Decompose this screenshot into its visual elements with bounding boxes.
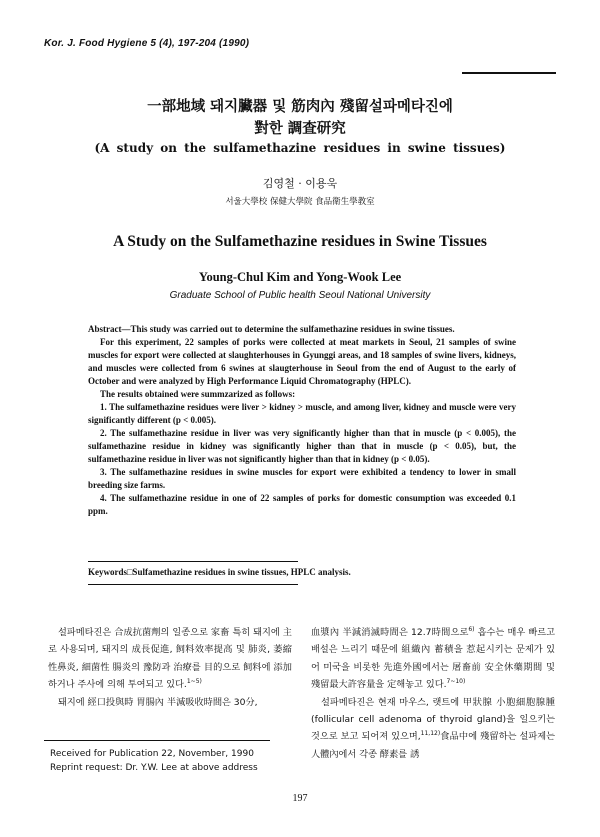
abstract-result-4: 4. The sulfamethazine residue in one of 22 samples of porks for domestic consumption was exceeded 0.1 ppm. bbox=[88, 493, 516, 516]
header-rule bbox=[462, 72, 556, 74]
affiliation: Graduate School of Public health Seoul National University bbox=[169, 290, 431, 301]
paper-title: A Study on the Sulfamethazine residues in Swine Tissues bbox=[113, 233, 487, 250]
citation-ref: 11,12) bbox=[420, 730, 441, 738]
citation-ref: 6) bbox=[468, 625, 475, 633]
received-note: Received for Publication 22, November, 1990 bbox=[50, 749, 254, 759]
body-paragraph bbox=[311, 694, 555, 764]
body-paragraph: 돼지에 經口投與時 胃腸內 半減吸收時間은 30分, bbox=[58, 696, 258, 708]
english-subtitle: (A study on the sulfamethazine residues in swine tissues) bbox=[94, 141, 506, 155]
abstract bbox=[88, 323, 516, 518]
body-column-right bbox=[311, 624, 555, 763]
body-text: 설파메타진은 合成抗菌劑의 일종으로 家畜 특히 돼지에 主로 사용되며, 돼지의 成長促進, 飼料效率提高 및 肺炎, 萎縮性鼻炎, 細菌性 腸炎의 豫防과 治療를 目的으로 飼料에 添加하거나 주사에 의해 투여되고 있다. bbox=[48, 627, 292, 691]
korean-authors: 김영철 · 이용욱 bbox=[262, 177, 338, 190]
abstract-result-2: 2. The sulfamethazine residue in liver was very significantly higher than that in muscle (p < 0.005), the sulfamethazine residue in kidney was significantly higher than that in muscle (p < 0.05), but, the sulfamethazine residue in liver was not significantly higher than that in kidney (p < 0.05). bbox=[88, 428, 516, 464]
abstract-intro: Abstract—This study was carried out to determine the sulfamethazine residues in swine tissues. bbox=[88, 324, 455, 334]
body-paragraph bbox=[311, 624, 555, 694]
korean-title-line1: 一部地域 돼지臟器 및 筋肉內 殘留설파메타진에 bbox=[147, 99, 453, 115]
abstract-result-1: 1. The sulfamethazine residues were liver > kidney > muscle, and among liver, kidney and muscle were very significantly different (p < 0.005). bbox=[88, 402, 516, 425]
keywords: Keywords□Sulfamethazine residues in swine tissues, HPLC analysis. bbox=[88, 567, 351, 577]
journal-citation: Kor. J. Food Hygiene 5 (4), 197-204 (1990) bbox=[44, 38, 250, 49]
abstract-methods: For this experiment, 22 samples of porks were collected at meat markets in Seoul, 21 samples of swine muscles for export were collected at slaughterhouses in Gyunggi areas, and 18 samples of swine livers, kidneys, and muscles were collected from 6 swines at slaugterhouse in Seoul from the end of August to the early of October and were analyzed by High Performance Liquid Chromatography (HPLC). bbox=[88, 337, 516, 386]
korean-affiliation: 서울大學校 保健大學院 食品衛生學教室 bbox=[225, 197, 375, 207]
citation-ref: 7~10) bbox=[446, 678, 466, 686]
body-column-left bbox=[48, 624, 292, 711]
body-paragraph bbox=[48, 624, 292, 694]
footnotes bbox=[50, 747, 290, 775]
keywords-rule-top bbox=[88, 561, 298, 562]
abstract-result-3: 3. The sulfamethazine residues in swine muscles for export were exhibited a tendency to lower in small breeding size farms. bbox=[88, 467, 516, 490]
reprint-note: Reprint request: Dr. Y.W. Lee at above address bbox=[50, 763, 258, 773]
citation-ref: 1~5) bbox=[186, 678, 202, 686]
korean-title-line2: 對한 調査研究 bbox=[254, 121, 346, 137]
keywords-rule-bottom bbox=[88, 584, 298, 585]
body-text: 설파메타진은 현재 마우스, 랫트에 甲狀腺 小胞細胞腺腫(follicular cell adenoma of thyroid gland)을 일으키는 것으로 보고 되어져 있으며, bbox=[311, 696, 555, 743]
body-text: 흡수는 매우 빠르고 배설은 느리기 때문에 組織內 蓄積을 惹起시키는 문제가 있어 미국을 비롯한 先進外國에서는 屠畜前 安全休藥期間 및 殘留最大許容量을 定해놓고 있다. bbox=[311, 627, 555, 691]
footnote-rule bbox=[44, 740, 270, 741]
authors: Young-Chul Kim and Yong-Wook Lee bbox=[198, 270, 402, 284]
body-text: 血漿內 半減消滅時間은 12.7時間으로 bbox=[311, 627, 469, 638]
body-text: 食品中에 殘留하는 설파제는 人體內에서 각종 酵素를 誘 bbox=[311, 731, 556, 760]
abstract-results-intro: The results obtained were summzarized as follows: bbox=[100, 389, 296, 399]
page-number: 197 bbox=[292, 793, 308, 804]
